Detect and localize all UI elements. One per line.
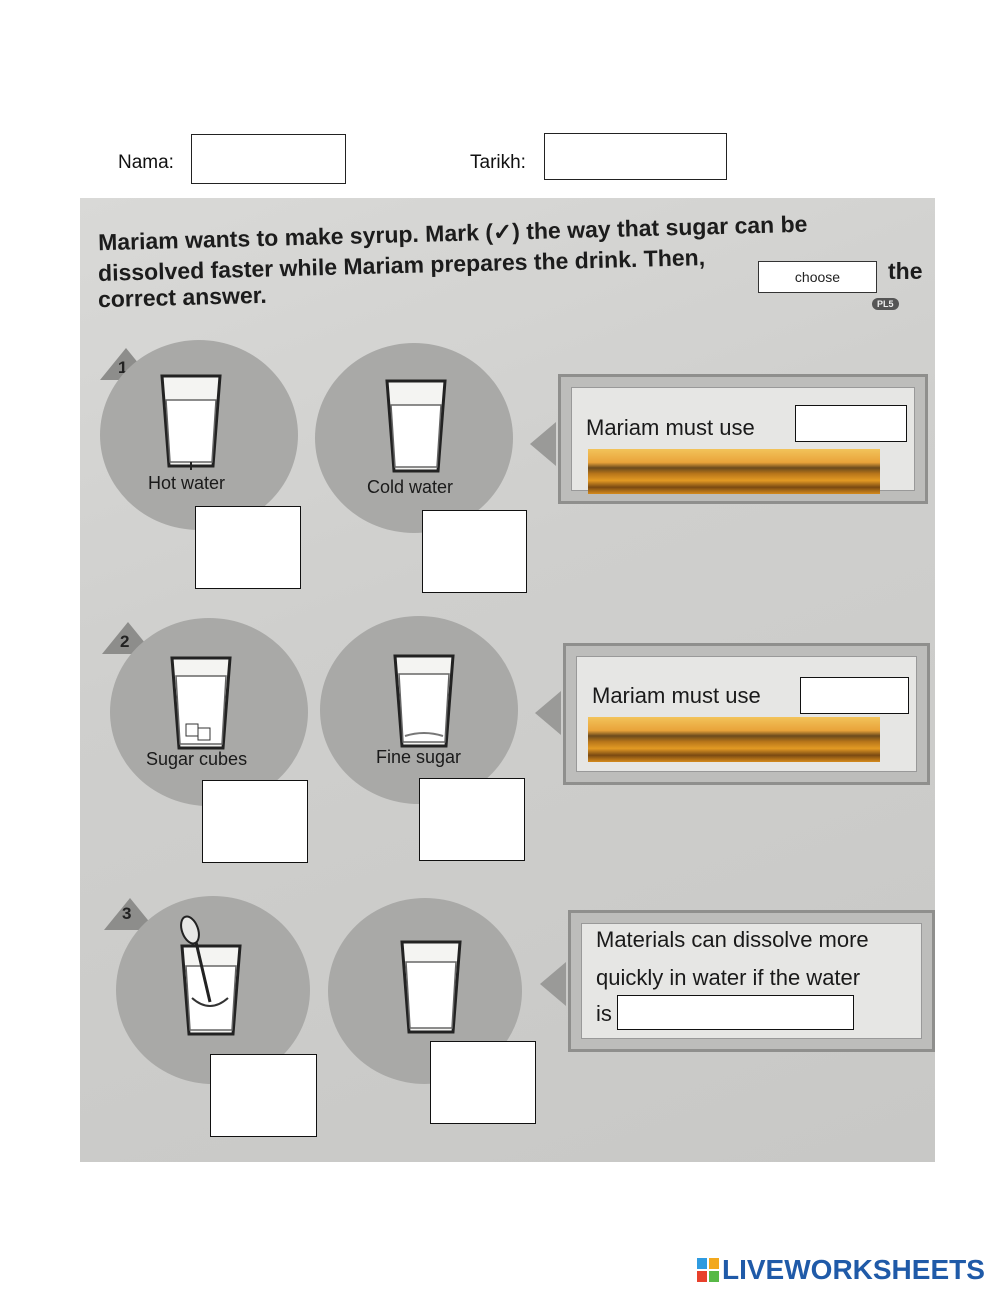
- date-input[interactable]: [544, 133, 727, 180]
- instruction-line-3: correct answer.: [97, 281, 268, 313]
- sugar-cubes-caption: Sugar cubes: [146, 749, 248, 769]
- callout-1-arrow: [530, 422, 556, 466]
- q3-unstirred-checkbox[interactable]: [430, 1041, 536, 1124]
- q2-sugar-cubes-checkbox[interactable]: [202, 780, 308, 863]
- sugar-cubes-glass-icon: [168, 652, 234, 752]
- callout-3-line-2: quickly in water if the water: [596, 965, 861, 990]
- cold-water-glass-icon: [383, 375, 449, 475]
- callout-3-line-3: is: [596, 1001, 612, 1026]
- hot-water-caption: Hot water: [148, 473, 226, 493]
- question-1-number: 1: [118, 358, 128, 377]
- callout-3-line-1: Materials can dissolve more: [596, 927, 869, 952]
- choose-dropdown[interactable]: choose: [758, 261, 877, 293]
- callout-1-text: Mariam must use: [586, 415, 755, 440]
- callout-3-arrow: [540, 962, 566, 1006]
- pl-badge: PL5: [872, 298, 899, 310]
- q3-answer-input[interactable]: [617, 995, 854, 1030]
- instruction-line-2-end: the: [888, 258, 923, 284]
- callout-2-text: Mariam must use: [592, 683, 761, 708]
- instruction-line-2: dissolved faster while Mariam prepares the drink. Then,: [97, 244, 706, 286]
- unstirred-glass-icon: [398, 936, 464, 1036]
- fine-sugar-caption: Fine sugar: [376, 747, 462, 767]
- date-label: Tarikh:: [470, 152, 526, 173]
- cold-water-caption: Cold water: [367, 477, 454, 497]
- q1-cold-water-checkbox[interactable]: [422, 510, 527, 593]
- q3-stirred-checkbox[interactable]: [210, 1054, 317, 1137]
- fine-sugar-glass-icon: [391, 650, 457, 750]
- question-3-number: 3: [122, 904, 132, 923]
- q2-answer-input[interactable]: [800, 677, 909, 714]
- name-input[interactable]: [191, 134, 346, 184]
- instruction-line-1: Mariam wants to make syrup. Mark (✓) the way that sugar can be: [97, 210, 808, 256]
- hot-water-glass-icon: [158, 370, 224, 470]
- sunflower-image-2: [588, 717, 880, 762]
- sunflower-image-1: [588, 449, 880, 494]
- question-2-number: 2: [120, 632, 130, 651]
- name-label: Nama:: [118, 152, 174, 173]
- liveworksheets-logo-text: LIVEWORKSHEETS: [722, 1254, 985, 1285]
- q2-fine-sugar-checkbox[interactable]: [419, 778, 525, 861]
- callout-2: [563, 643, 930, 785]
- callout-2-arrow: [535, 691, 561, 735]
- stirred-glass-icon: [176, 914, 248, 1038]
- q1-answer-input[interactable]: [795, 405, 907, 442]
- q1-hot-water-checkbox[interactable]: [195, 506, 301, 589]
- liveworksheets-logo-icon: [697, 1258, 719, 1282]
